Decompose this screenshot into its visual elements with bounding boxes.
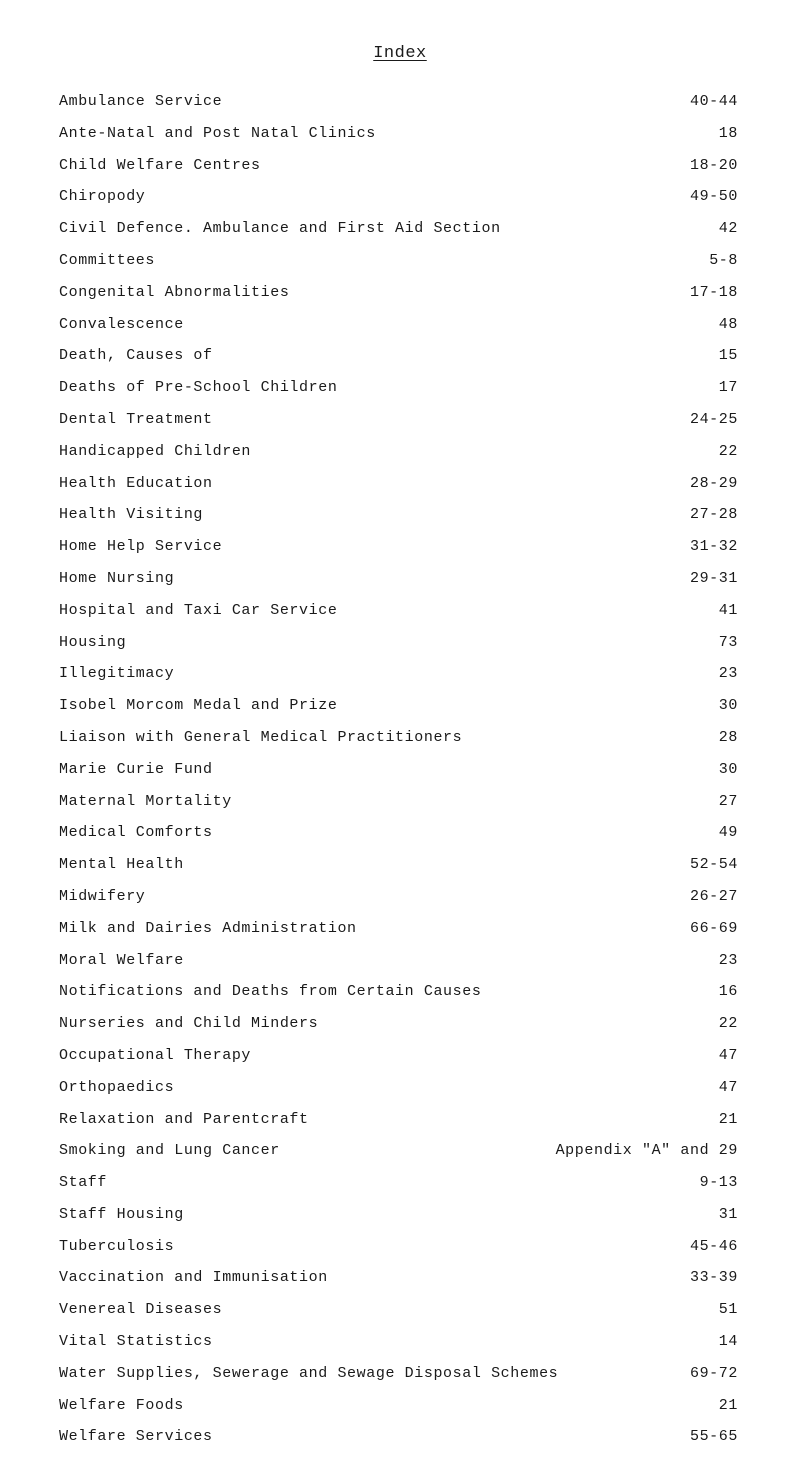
- index-entry-label: Convalescence: [59, 315, 184, 333]
- index-entry-label: Home Help Service: [59, 538, 223, 556]
- index-entry: [0, 443, 800, 475]
- index-entry-pages: 28-29: [689, 474, 738, 492]
- index-entry: [0, 1397, 800, 1429]
- index-entry-label: Relaxation and Parentcraft: [59, 1110, 309, 1128]
- index-entry: [0, 284, 800, 316]
- index-entry: [0, 475, 800, 507]
- index-entry: [0, 93, 800, 125]
- index-entry: [0, 602, 800, 634]
- index-entry: [0, 1333, 800, 1365]
- index-entry-label: Mental Health: [59, 856, 184, 874]
- index-entry-label: Tuberculosis: [59, 1237, 175, 1255]
- index-entry: [0, 729, 800, 761]
- index-entry: [0, 570, 800, 602]
- index-entry-pages: 31-32: [689, 538, 738, 556]
- index-entry: [0, 1142, 800, 1174]
- index-entry-label: Milk and Dairies Administration: [59, 919, 357, 937]
- index-entry: [0, 665, 800, 697]
- index-entry: [0, 1079, 800, 1111]
- index-entry: [0, 983, 800, 1015]
- index-entry: [0, 1047, 800, 1079]
- page-title: [0, 44, 800, 63]
- index-entry-label: Welfare Foods: [59, 1396, 184, 1414]
- index-entry-pages: 33-39: [689, 1269, 738, 1287]
- index-entry-pages: 18: [718, 124, 738, 142]
- index-entry-label: Deaths of Pre-School Children: [59, 379, 338, 397]
- index-entry: [0, 888, 800, 920]
- index-entry-label: Home Nursing: [59, 569, 175, 587]
- index-entry-label: Ante-Natal and Post Natal Clinics: [59, 124, 376, 142]
- index-entry-pages: 47: [718, 1078, 738, 1096]
- index-entry-label: Venereal Diseases: [59, 1301, 223, 1319]
- index-entry-pages: 30: [718, 760, 738, 778]
- index-entry: [0, 1238, 800, 1270]
- index-entry-pages: 48: [718, 315, 738, 333]
- index-entry-pages: 22: [718, 442, 738, 460]
- index-entry: [0, 1365, 800, 1397]
- index-entry-pages: 17-18: [689, 283, 738, 301]
- index-entry-label: Committees: [59, 251, 156, 269]
- index-entry-pages: 9-13: [699, 1174, 738, 1192]
- index-entry-label: Ambulance Service: [59, 93, 223, 110]
- index-entry-label: Maternal Mortality: [59, 792, 232, 810]
- index-entry: [0, 761, 800, 793]
- index-entry-pages: 45-46: [689, 1237, 738, 1255]
- index-entry-label: Housing: [59, 633, 127, 651]
- index-entry: [0, 252, 800, 284]
- index-entry-pages: 26-27: [689, 887, 738, 905]
- index-entry-label: Smoking and Lung Cancer: [59, 1142, 280, 1160]
- index-entry-label: Health Visiting: [59, 506, 204, 524]
- index-entry: [0, 634, 800, 666]
- index-entry-pages: 21: [718, 1396, 738, 1414]
- index-entry: [0, 220, 800, 252]
- index-entry-pages: 23: [718, 951, 738, 969]
- index-entry-pages: 30: [718, 697, 738, 715]
- index-entry-label: Congenital Abnormalities: [59, 283, 290, 301]
- index-entry-pages: 21: [718, 1110, 738, 1128]
- index-entry-pages: 51: [718, 1301, 738, 1319]
- index-entry-pages: 22: [718, 1015, 738, 1033]
- index-entry-pages: 41: [718, 601, 738, 619]
- index-entry: [0, 538, 800, 570]
- index-entry: [0, 856, 800, 888]
- index-entry: [0, 793, 800, 825]
- index-entry-label: Medical Comforts: [59, 824, 213, 842]
- index-entry: [0, 347, 800, 379]
- index-entry: [0, 411, 800, 443]
- index-entry: [0, 125, 800, 157]
- index-entry-label: Health Education: [59, 474, 213, 492]
- index-entry-label: Marie Curie Fund: [59, 760, 213, 778]
- index-entry-pages: 49: [718, 824, 738, 842]
- index-entry: [0, 188, 800, 220]
- index-entry-label: Civil Defence. Ambulance and First Aid Section: [59, 220, 501, 238]
- index-entry-pages: Appendix "A" and 29: [555, 1142, 738, 1160]
- index-entry: [0, 1111, 800, 1143]
- index-entry-pages: 69-72: [689, 1364, 738, 1382]
- index-entry-label: Orthopaedics: [59, 1078, 175, 1096]
- index-entry-label: Occupational Therapy: [59, 1046, 252, 1064]
- page-title-text: Index: [373, 44, 427, 63]
- index-entry-label: Chiropody: [59, 188, 146, 206]
- index-entry-label: Liaison with General Medical Practitioners: [59, 728, 463, 746]
- index-entry-pages: 17: [718, 379, 738, 397]
- index-entry-pages: 31: [718, 1205, 738, 1223]
- index-entry-pages: 28: [718, 728, 738, 746]
- index-entry: [0, 697, 800, 729]
- index-entry: [0, 1206, 800, 1238]
- index-entry-pages: 73: [718, 633, 738, 651]
- index-entry-pages: 42: [718, 220, 738, 238]
- index-entry-label: Hospital and Taxi Car Service: [59, 601, 338, 619]
- index-entry-label: Vital Statistics: [59, 1333, 213, 1351]
- index-entry-label: Isobel Morcom Medal and Prize: [59, 697, 338, 715]
- index-list: [0, 93, 800, 1460]
- index-entry-label: Staff Housing: [59, 1205, 184, 1223]
- index-entry-label: Handicapped Children: [59, 442, 252, 460]
- index-entry: [0, 824, 800, 856]
- index-entry-pages: 47: [718, 1046, 738, 1064]
- index-entry-pages: 49-50: [689, 188, 738, 206]
- index-entry-label: Illegitimacy: [59, 665, 175, 683]
- index-entry-pages: 52-54: [689, 856, 738, 874]
- index-entry: [0, 379, 800, 411]
- index-entry-pages: 23: [718, 665, 738, 683]
- index-entry-label: Moral Welfare: [59, 951, 184, 969]
- index-entry-label: Dental Treatment: [59, 410, 213, 428]
- index-entry: [0, 506, 800, 538]
- index-entry-label: Nurseries and Child Minders: [59, 1015, 319, 1033]
- index-entry-pages: 66-69: [689, 919, 738, 937]
- index-entry: [0, 316, 800, 348]
- index-entry: [0, 1015, 800, 1047]
- index-entry-label: Water Supplies, Sewerage and Sewage Disposal Schemes: [59, 1364, 559, 1382]
- index-entry-label: Child Welfare Centres: [59, 156, 261, 174]
- index-entry: [0, 1174, 800, 1206]
- index-entry-label: Death, Causes of: [59, 347, 213, 365]
- index-entry-label: Welfare Services: [59, 1428, 213, 1446]
- index-entry-pages: 29-31: [689, 569, 738, 587]
- index-entry-pages: 55-65: [689, 1428, 738, 1446]
- index-entry-label: Vaccination and Immunisation: [59, 1269, 328, 1287]
- index-entry-label: Staff: [59, 1174, 108, 1192]
- index-entry-pages: 5-8: [709, 251, 738, 269]
- index-entry-pages: 40-44: [689, 93, 738, 110]
- index-entry-pages: 27-28: [689, 506, 738, 524]
- index-entry-pages: 27: [718, 792, 738, 810]
- index-entry-pages: 14: [718, 1333, 738, 1351]
- index-entry: [0, 1301, 800, 1333]
- index-entry: [0, 1269, 800, 1301]
- index-entry: [0, 920, 800, 952]
- index-entry-pages: 18-20: [689, 156, 738, 174]
- index-entry: [0, 1428, 800, 1460]
- index-entry-pages: 16: [718, 983, 738, 1001]
- index-entry-pages: 15: [718, 347, 738, 365]
- index-entry: [0, 952, 800, 984]
- index-entry-label: Midwifery: [59, 887, 146, 905]
- index-entry-label: Notifications and Deaths from Certain Causes: [59, 983, 482, 1001]
- index-entry-pages: 24-25: [689, 410, 738, 428]
- index-entry: [0, 157, 800, 189]
